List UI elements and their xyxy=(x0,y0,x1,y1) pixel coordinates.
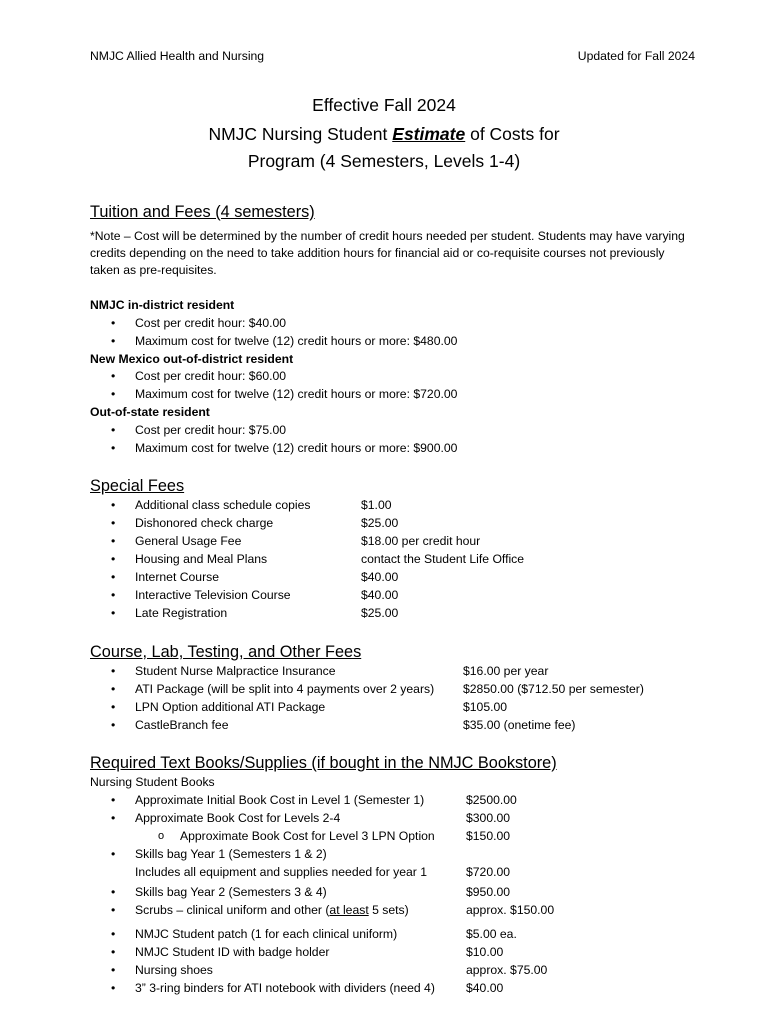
list-item xyxy=(90,717,695,735)
fee-value: $25.00 xyxy=(361,516,399,530)
document-title xyxy=(0,92,768,175)
fee-value: $35.00 (onetime fee) xyxy=(463,718,576,732)
group-name: NMJC in-district resident xyxy=(90,298,235,312)
item-label: Approximate Initial Book Cost in Level 1 (Semester 1) xyxy=(135,792,425,807)
special-fees-heading: Special Fees xyxy=(90,477,185,495)
item-label: Skills bag Year 1 (Semesters 1 & 2) xyxy=(135,846,327,861)
header-right: Updated for Fall 2024 xyxy=(577,49,695,63)
fee-value: contact the Student Life Office xyxy=(361,552,525,566)
fee-value: $1.00 xyxy=(361,498,392,512)
fee-value: $40.00 xyxy=(361,588,399,602)
item-label: Skills bag Year 2 (Semesters 3 & 4) xyxy=(135,884,327,899)
list-item xyxy=(90,902,695,920)
fee-label: Internet Course xyxy=(135,570,220,584)
tuition-note: *Note – Cost will be determined by the number of credit hours needed per student. Students may have varying credits depending on the need to take addition hours for financial aid or co-requisite courses not previously taken as pre-requisites. xyxy=(90,229,685,278)
fee-label: Student Nurse Malpractice Insurance xyxy=(135,664,336,678)
header-left: NMJC Allied Health and Nursing xyxy=(90,49,265,63)
fee-label: ATI Package (will be split into 4 payments over 2 years) xyxy=(135,682,435,696)
fee-value: $105.00 xyxy=(463,700,508,714)
group-list xyxy=(90,315,695,351)
fee-label: General Usage Fee xyxy=(135,534,242,548)
fee-value: $25.00 xyxy=(361,606,399,620)
course-fees-heading: Course, Lab, Testing, and Other Fees xyxy=(90,643,362,661)
item-label: Approximate Book Cost for Level 3 LPN Option xyxy=(180,828,435,843)
fee-label: LPN Option additional ATI Package xyxy=(135,700,326,714)
list-item xyxy=(90,551,695,569)
list-item xyxy=(90,944,695,962)
item-label-underlined: at least xyxy=(329,902,369,917)
group-list xyxy=(90,368,695,404)
course-fees-list xyxy=(90,663,695,735)
item-value: $5.00 ea. xyxy=(466,926,517,941)
title-line1: Effective Fall 2024 xyxy=(312,95,456,115)
title-line3: Program (4 Semesters, Levels 1-4) xyxy=(247,151,521,171)
list-item: • Maximum cost for twelve (12) credit hours or more: $480.00 xyxy=(90,333,695,351)
group-name: Out-of-state resident xyxy=(90,405,210,420)
list-item xyxy=(90,569,695,587)
item-label: 3” 3-ring binders for ATI notebook with dividers (need 4) xyxy=(135,980,435,995)
item-label: Nursing shoes xyxy=(135,962,213,977)
item-value: approx. $75.00 xyxy=(466,962,548,977)
item-value: $950.00 xyxy=(466,884,511,899)
fee-value: $2850.00 ($712.50 per semester) xyxy=(463,682,644,696)
title-line2-pre: NMJC Nursing Student xyxy=(208,124,393,144)
list-item xyxy=(90,810,695,828)
list-item xyxy=(90,962,695,980)
item-label: Scrubs – clinical uniform and other ( xyxy=(135,902,330,917)
fee-value: $40.00 xyxy=(361,570,399,584)
group-name: New Mexico out-of-district resident xyxy=(90,351,294,366)
item-value: $10.00 xyxy=(466,944,504,959)
item-label: NMJC Student patch (1 for each clinical uniform) xyxy=(135,926,398,941)
item-value: $300.00 xyxy=(466,810,511,825)
list-item xyxy=(90,605,695,623)
list-item xyxy=(90,681,695,699)
list-item xyxy=(90,497,695,515)
books-heading: Required Text Books/Supplies (if bought in the NMJC Bookstore) xyxy=(90,754,557,772)
books-section xyxy=(90,774,695,998)
list-item: • Cost per credit hour: $60.00 xyxy=(90,368,695,386)
fee-value: $18.00 per credit hour xyxy=(361,534,481,548)
list-item xyxy=(90,884,695,902)
item-value: $2500.00 xyxy=(466,792,517,807)
list-item xyxy=(90,846,695,864)
list-item xyxy=(90,515,695,533)
list-item xyxy=(90,587,695,605)
fee-label: Interactive Television Course xyxy=(135,588,291,602)
list-item xyxy=(90,926,695,944)
fee-label: Late Registration xyxy=(135,606,228,620)
item-value: approx. $150.00 xyxy=(466,902,555,917)
group-list xyxy=(90,422,695,458)
fee-label: CastleBranch fee xyxy=(135,718,229,732)
item-value: $40.00 xyxy=(466,980,504,995)
list-item: • Maximum cost for twelve (12) credit hours or more: $900.00 xyxy=(90,440,695,458)
title-emphasis: Estimate xyxy=(392,124,466,144)
fee-label: Additional class schedule copies xyxy=(135,498,311,512)
title-line2-post: of Costs for xyxy=(465,124,560,144)
list-item-continuation xyxy=(90,864,695,882)
item-label: 5 sets) xyxy=(368,902,409,917)
item-value: $150.00 xyxy=(466,828,511,843)
list-item xyxy=(90,980,695,998)
list-item: • Maximum cost for twelve (12) credit hours or more: $720.00 xyxy=(90,386,695,404)
list-item: • Cost per credit hour: $40.00 xyxy=(90,315,695,333)
item-value: $720.00 xyxy=(466,864,511,879)
tuition-heading: Tuition and Fees (4 semesters) xyxy=(90,203,315,221)
title-line2 xyxy=(0,121,768,148)
item-label: Approximate Book Cost for Levels 2-4 xyxy=(135,810,341,825)
fee-label: Housing and Meal Plans xyxy=(135,552,268,566)
list-item xyxy=(90,699,695,717)
fee-value: $16.00 per year xyxy=(463,664,549,678)
item-label: NMJC Student ID with badge holder xyxy=(135,944,330,959)
list-item: • Cost per credit hour: $75.00 xyxy=(90,422,695,440)
page-header xyxy=(90,48,695,66)
special-fees-list xyxy=(90,497,695,623)
tuition-groups xyxy=(90,297,695,458)
fee-label: Dishonored check charge xyxy=(135,516,274,530)
item-label: Includes all equipment and supplies needed for year 1 xyxy=(135,864,428,879)
list-subitem xyxy=(90,828,695,846)
books-subheading: Nursing Student Books xyxy=(90,775,215,789)
list-item xyxy=(90,533,695,551)
list-item xyxy=(90,663,695,681)
list-item xyxy=(90,792,695,810)
